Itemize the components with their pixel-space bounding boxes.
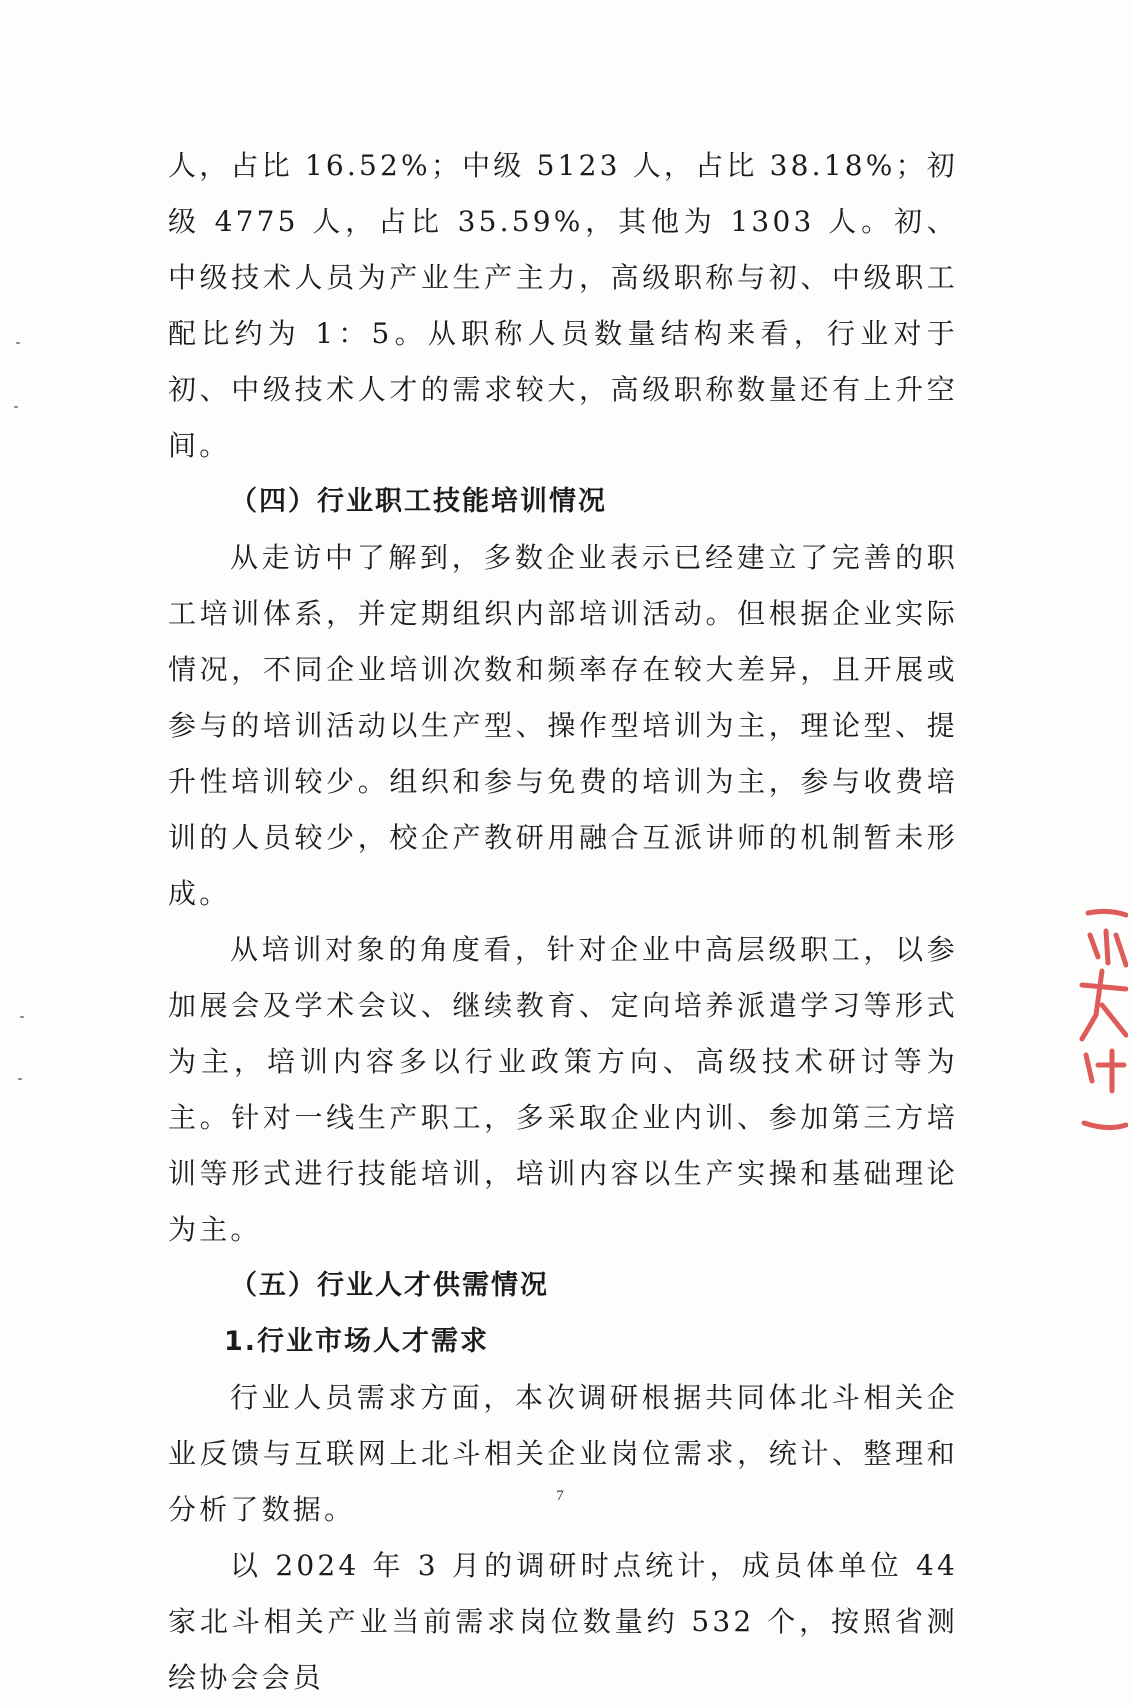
red-seal-fragment: [1068, 905, 1128, 1145]
paragraph-title-statistics: 人，占比 16.52%；中级 5123 人，占比 38.18%；初级 4775 人，占比 35.59%，其他为 1303 人。初、中级技术人员为产业生产主力，高级职称与初、中级职工配比约为 1：5。从职称人员数量结构来看，行业对于初、中级技术人才的需求较大，高级职称数量还有上升空间。: [168, 149, 958, 462]
paragraph-demand-statistics: 以 2024 年 3 月的调研时点统计，成员体单位 44 家北斗相关产业当前需求岗位数量约 532 个，按照省测绘协会会员: [168, 1549, 958, 1694]
subsection-heading-market-demand: 1.行业市场人才需求: [224, 1326, 490, 1357]
paragraph-demand-method: 行业人员需求方面，本次调研根据共同体北斗相关企业反馈与互联网上北斗相关企业岗位需求，统计、整理和分析了数据。: [168, 1381, 958, 1526]
page-number: 7: [556, 1488, 564, 1504]
section-heading-training: （四）行业职工技能培训情况: [230, 486, 607, 517]
document-body: [168, 138, 958, 1706]
paragraph-training-system: 从走访中了解到，多数企业表示已经建立了完善的职工培训体系，并定期组织内部培训活动。但根据企业实际情况，不同企业培训次数和频率存在较大差异，且开展或参与的培训活动以生产型、操作型培训为主，理论型、提升性培训较少。组织和参与免费的培训为主，参与收费培训的人员较少，校企产教研用融合互派讲师的机制暂未形成。: [168, 541, 958, 910]
scan-speck: [14, 406, 18, 408]
scan-speck: [16, 342, 20, 344]
scan-speck: [20, 1016, 24, 1018]
scan-speck: [18, 1078, 22, 1080]
section-heading-talent-supply: （五）行业人才供需情况: [230, 1270, 549, 1301]
paragraph-training-targets: 从培训对象的角度看，针对企业中高层级职工，以参加展会及学术会议、继续教育、定向培养派遣学习等形式为主，培训内容多以行业政策方向、高级技术研讨等为主。针对一线生产职工，多采取企业内训、参加第三方培训等形式进行技能培训，培训内容以生产实操和基础理论为主。: [168, 933, 958, 1246]
